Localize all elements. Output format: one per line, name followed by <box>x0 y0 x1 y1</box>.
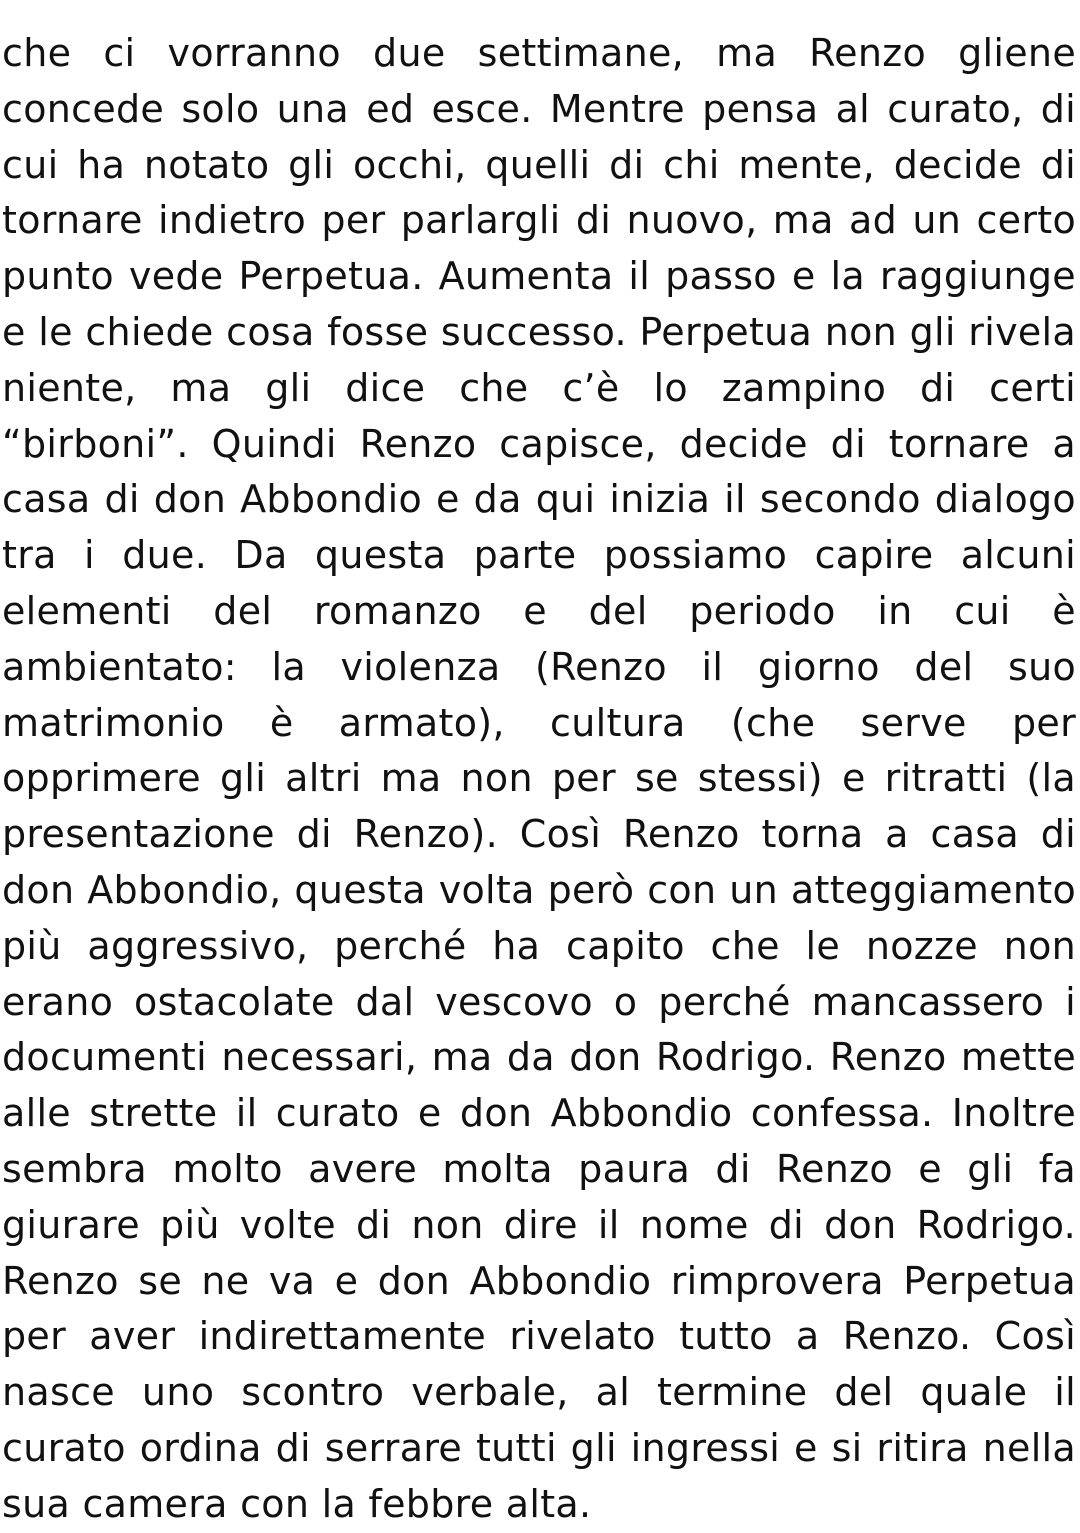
body-paragraph: che ci vorranno due settimane, ma Renzo gliene concede solo una ed esce. Mentre pensa al curato, di cui ha notato gli occhi, quelli di chi mente, decide di tornare indietro per parlargli di nuovo, ma ad un certo punto vede Perpetua. Aumenta il passo e la raggiunge e le chiede cosa fosse successo. Perpetua non gli rivela niente, ma gli dice che c’è lo zampino di certi “birboni”. Quindi Renzo capisce, decide di tornare a casa di don Abbondio e da qui inizia il secondo dialogo tra i due. Da questa parte possiamo capire alcuni elementi del romanzo e del periodo in cui è ambientato: la violenza (Renzo il giorno del suo matrimonio è armato), cultura (che serve per opprimere gli altri ma non per se stessi) e ritratti (la presentazione di Renzo). Così Renzo torna a casa di don Abbondio, questa volta però con un atteggiamento più aggressivo, perché ha capito che le nozze non erano ostacolate dal vescovo o perché mancassero i documenti necessari, ma da don Rodrigo. Renzo mette alle strette il curato e don Abbondio confessa. Inoltre sembra molto avere molta paura di Renzo e gli fa giurare più volte di non dire il nome di don Rodrigo. Renzo se ne va e don Abbondio rimprovera Perpetua per aver indirettamente rivelato tutto a Renzo. Così nasce uno scontro verbale, al termine del quale il curato ordina di serrare tutti gli ingressi e si ritira nella sua camera con la febbre alta. <box>2 31 1076 1526</box>
